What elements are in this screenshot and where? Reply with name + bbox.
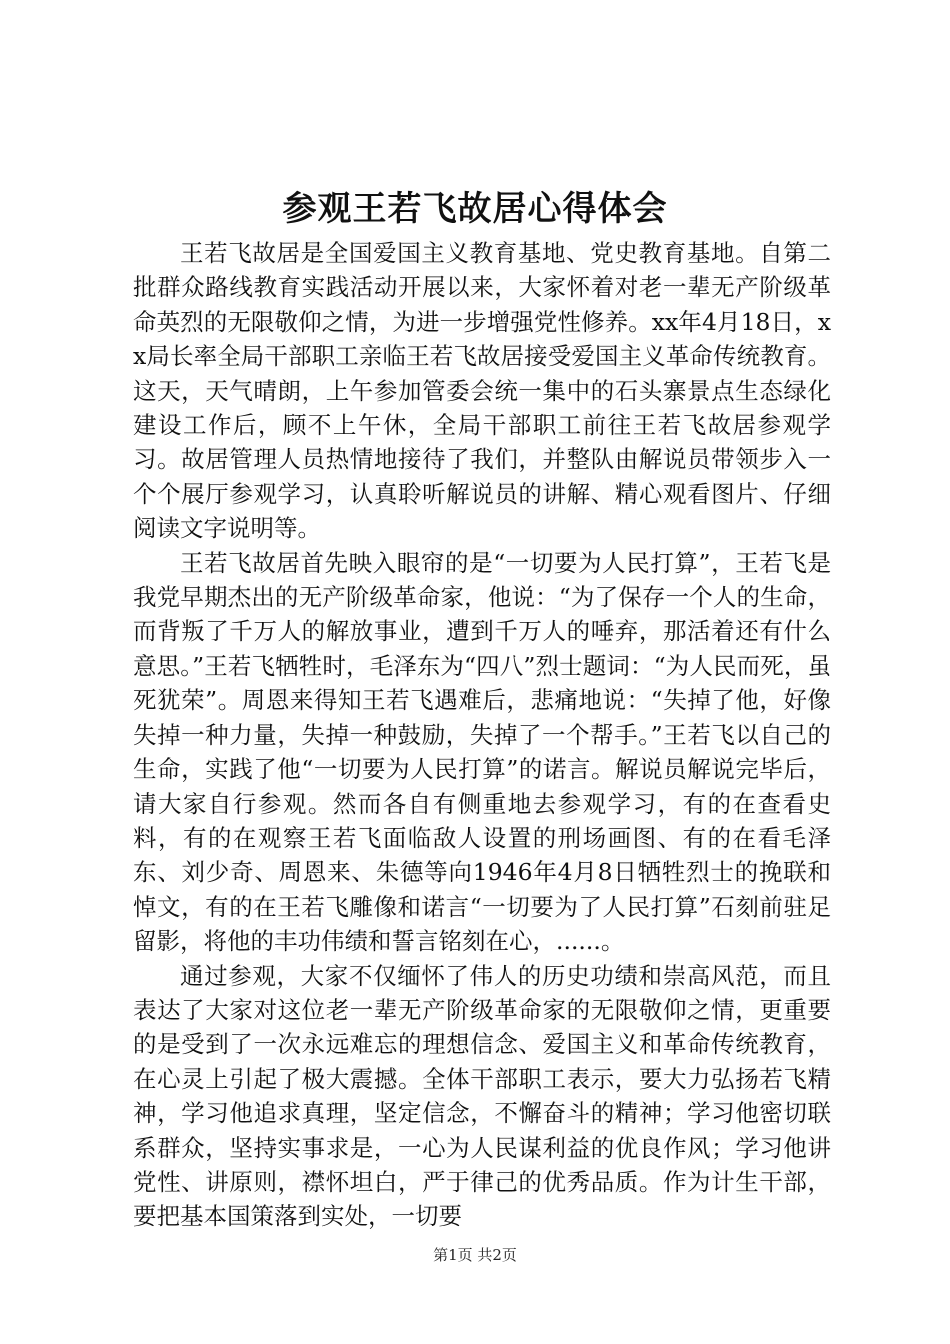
paragraph-1: 王若飞故居是全国爱国主义教育基地、党史教育基地。自第二批群众路线教育实践活动开展以来，大家怀着对老一辈无产阶级革命英烈的无限敬仰之情，为进一步增强党性修养。xx年4月18日，xx局长率全局干部职工亲临王若飞故居接受爱国主义革命传统教育。这天，天气晴朗，上午参加管委会统一集中的石头寨景点生态绿化建设工作后，顾不上午休，全局干部职工前往王若飞故居参观学习。故居管理人员热情地接待了我们，并整队由解说员带领步入一个个展厅参观学习，认真聆听解说员的讲解、精心观看图片、仔细阅读文字说明等。 (133, 239, 831, 543)
paragraph-2: 王若飞故居首先映入眼帘的是“一切要为人民打算”，王若飞是我党早期杰出的无产阶级革命家，他说：“为了保存一个人的生命，而背叛了千万人的解放事业，遭到千万人的唾弃，那活着还有什么意思。”王若飞牺牲时，毛泽东为“四八”烈士题词：“为人民而死，虽死犹荣”。周恩来得知王若飞遇难后，悲痛地说：“失掉了他，好像失掉一种力量，失掉一种鼓励，失掉了一个帮手。”王若飞以自己的生命，实践了他“一切要为人民打算”的诺言。解说员解说完毕后，请大家自行参观。然而各自有侧重地去参观学习，有的在查看史料，有的在观察王若飞面临敌人设置的刑场画图、有的在看毛泽东、刘少奇、周恩来、朱德等向1946年4月8日牺牲烈士的挽联和悼文，有的在王若飞雕像和诺言“一切要为了人民打算”石刻前驻足留影，将他的丰功伟绩和誓言铭刻在心，......。 (133, 548, 831, 956)
page-footer: 第1页 共2页 (433, 1246, 517, 1264)
paragraph-3: 通过参观，大家不仅缅怀了伟人的历史功绩和崇高风范，而且表达了大家对这位老一辈无产阶级革命家的无限敬仰之情，更重要的是受到了一次永远难忘的理想信念、爱国主义和革命传统教育，在心灵上引起了极大震撼。全体干部职工表示，要大力弘扬若飞精神，学习他追求真理，坚定信念，不懈奋斗的精神；学习他密切联系群众，坚持实事求是，一心为人民谋利益的优良作风；学习他讲党性、讲原则，襟怀坦白，严于律己的优秀品质。作为计生干部，要把基本国策落到实处，一切要 (133, 961, 831, 1231)
document-body (133, 236, 831, 1234)
document-title: 参观王若飞故居心得体会 (282, 189, 668, 229)
